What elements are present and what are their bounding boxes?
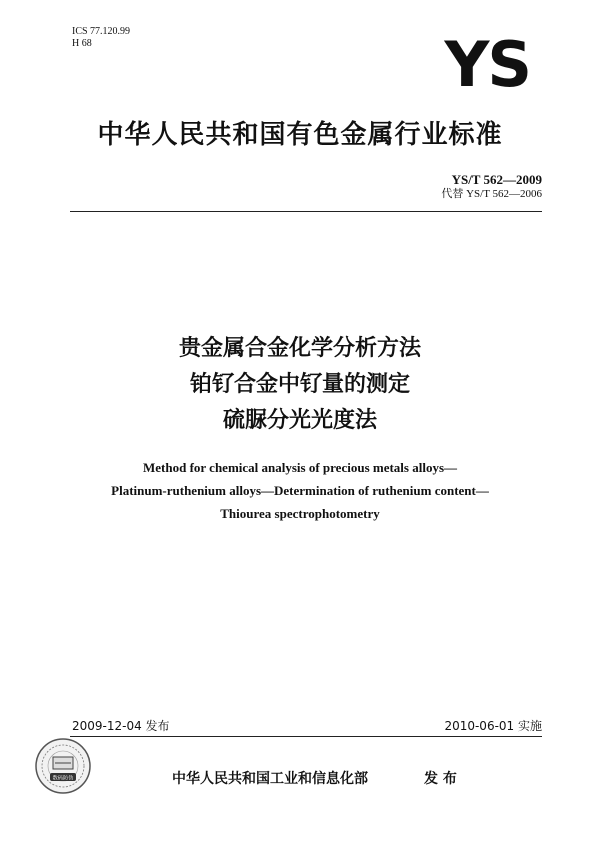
header-divider [70,211,542,212]
footer-divider [70,736,542,737]
title-en-line-1: Method for chemical analysis of precious metals alloys— [142,460,458,475]
issuer-name: 中华人民共和国工业和信息化部 [172,771,368,787]
replaces-standard: 代替 YS/T 562—2006 [441,188,542,200]
title-cn-line-3: 硫脲分光光度法 [222,408,377,433]
title-cn-line-2: 铂钌合金中钌量的测定 [189,372,410,397]
seal-text: 数码防伪 [52,775,74,782]
title-en-line-2: Platinum-ruthenium alloys—Determination of ruthenium content— [111,483,489,498]
title-cn [0,331,600,439]
ys-logo: YS [444,28,530,101]
classification-codes [72,26,130,50]
title-en-line-3: Thiourea spectrophotometry [220,506,380,521]
ics-code: ICS 77.120.99 [72,26,131,37]
publish-date: 2009-12-04 发布 [72,719,170,733]
ccs-code: H 68 [72,38,92,49]
issuer-action: 发 布 [424,771,457,787]
org-title: 中华人民共和国有色金属行业标准 [97,120,503,150]
standard-number: YS/T 562—2009 [451,172,542,187]
anti-counterfeit-seal-icon [34,737,92,795]
effective-date: 2010-06-01 实施 [444,719,542,733]
title-en [40,456,560,525]
title-cn-line-1: 贵金属合金化学分析方法 [178,336,421,361]
